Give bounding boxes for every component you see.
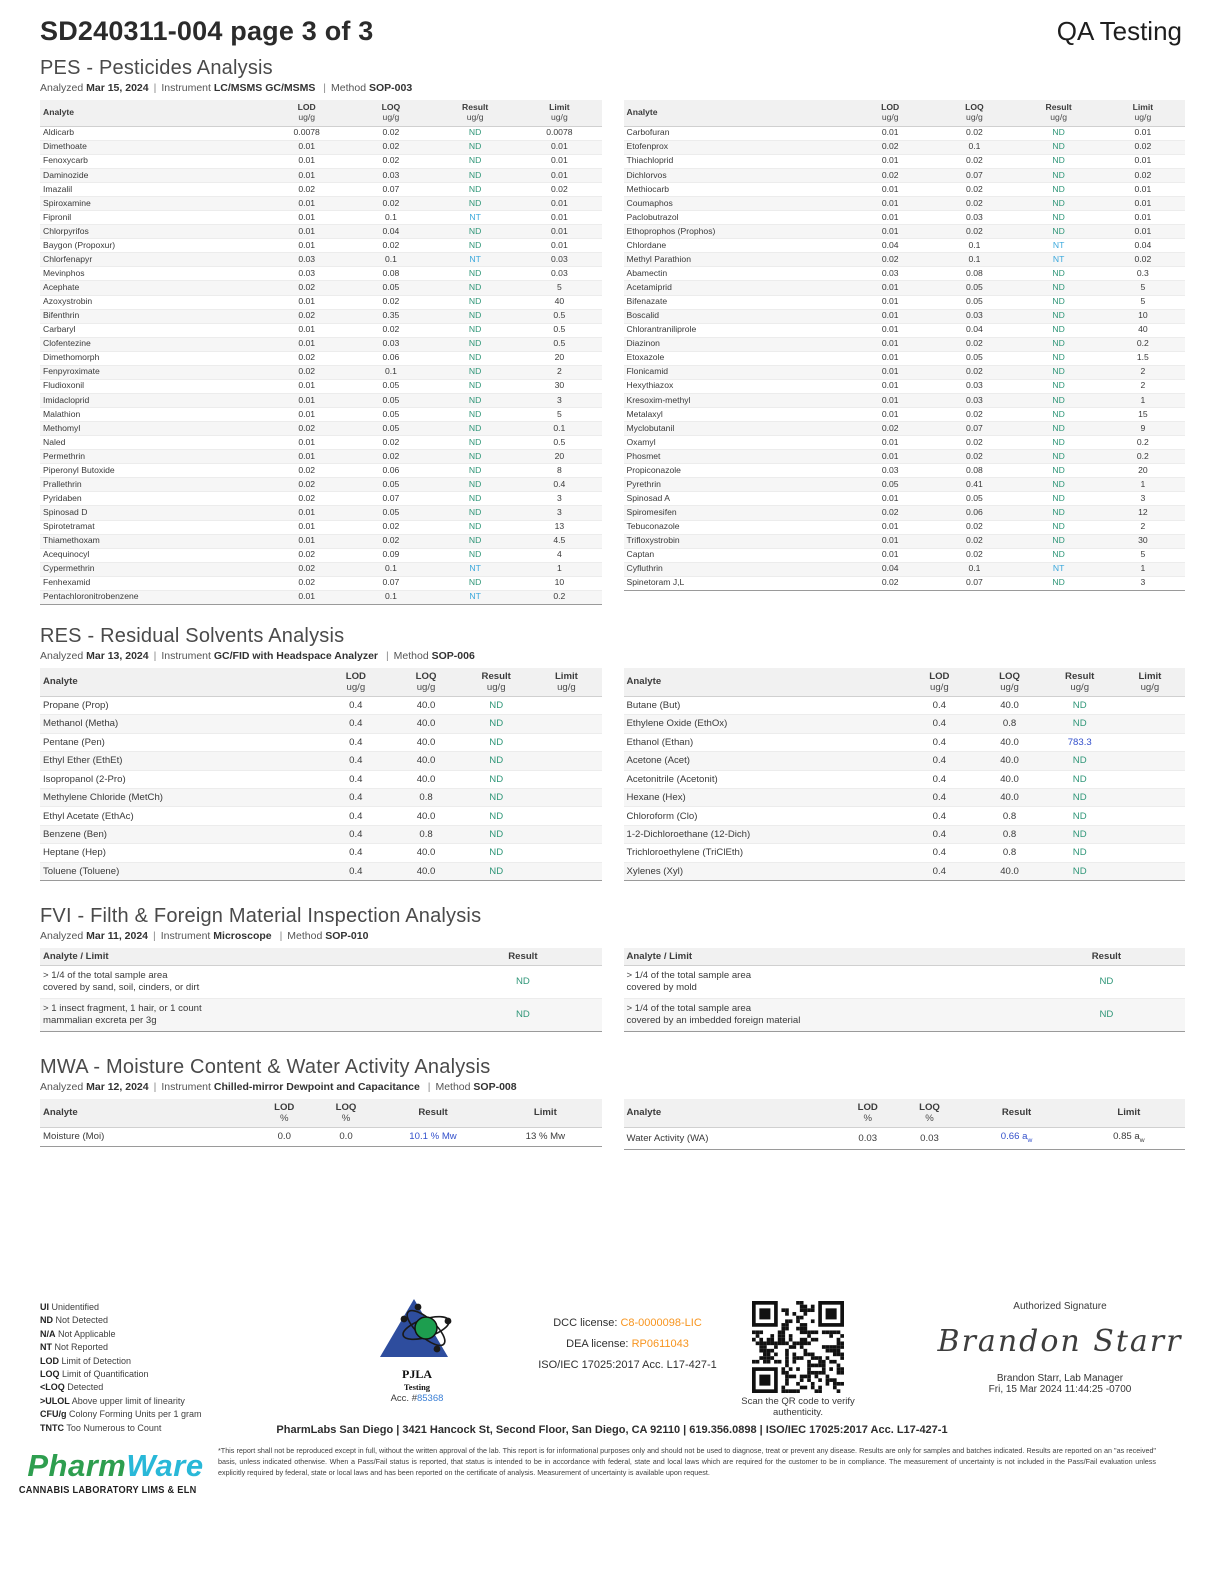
table-row: Propiconazole 0.03 0.08 ND 20 <box>624 464 1186 478</box>
table-row: Spiromesifen 0.02 0.06 ND 12 <box>624 506 1186 520</box>
column-header-analyte: Analyte <box>624 100 849 126</box>
table-row: Spirotetramat 0.01 0.02 ND 13 <box>40 520 602 534</box>
column-header-loq: LOQ ug/g <box>932 100 1016 126</box>
column-header-result: Result <box>377 1099 489 1128</box>
table-row: Bifenazate 0.01 0.05 ND 5 <box>624 295 1186 309</box>
table-row: Etoxazole 0.01 0.05 ND 1.5 <box>624 351 1186 365</box>
table-row: Xylenes (Xyl) 0.4 40.0 ND <box>624 862 1186 880</box>
column-header-result: Result <box>444 948 601 966</box>
table-row: Etofenprox 0.02 0.1 ND 0.02 <box>624 140 1186 154</box>
legend-item: LOQ Limit of Quantification <box>40 1369 149 1380</box>
column-header-limit: Limit <box>489 1099 601 1128</box>
column-header-result: Result ug/g <box>1045 668 1115 697</box>
table-row: Captan 0.01 0.02 ND 5 <box>624 548 1186 562</box>
table-row: Hexane (Hex) 0.4 40.0 ND <box>624 788 1186 806</box>
column-header-loq: LOQ ug/g <box>974 668 1044 697</box>
table-row: Ethyl Ether (EthEt) 0.4 40.0 ND <box>40 752 602 770</box>
table-row: 1-2-Dichloroethane (12-Dich) 0.4 0.8 ND <box>624 825 1186 843</box>
table-row: Ethyl Acetate (EthAc) 0.4 40.0 ND <box>40 807 602 825</box>
table-row: Bifenthrin 0.02 0.35 ND 0.5 <box>40 309 602 323</box>
column-header-loq: LOQ % <box>899 1099 961 1128</box>
table-row: Pyrethrin 0.05 0.41 ND 1 <box>624 478 1186 492</box>
column-header-limit: Limit <box>1073 1099 1185 1128</box>
table-row: Coumaphos 0.01 0.02 ND 0.01 <box>624 197 1186 211</box>
res-meta: Analyzed Mar 13, 2024 | Instrument GC/FID with Headspace Analyzer | Method SOP-006 <box>40 649 475 662</box>
table-row: Methiocarb 0.01 0.02 ND 0.01 <box>624 183 1186 197</box>
table-row: Acequinocyl 0.02 0.09 ND 4 <box>40 548 602 562</box>
table-row: Chlorfenapyr 0.03 0.1 NT 0.03 <box>40 253 602 267</box>
table-row: Chlorpyrifos 0.01 0.04 ND 0.01 <box>40 225 602 239</box>
table-row: Water Activity (WA) 0.03 0.03 0.66 $a_w$ 0.85 $a_w$ <box>624 1127 1186 1149</box>
table-row: Ethoprophos (Prophos) 0.01 0.02 ND 0.01 <box>624 225 1186 239</box>
table-row: Imidacloprid 0.01 0.05 ND 3 <box>40 393 602 407</box>
table-row: Aldicarb 0.0078 0.02 ND 0.0078 <box>40 126 602 140</box>
table-row: Benzene (Ben) 0.4 0.8 ND <box>40 825 602 843</box>
table-row: Methyl Parathion 0.02 0.1 NT 0.02 <box>624 253 1186 267</box>
table-row: Hexythiazox 0.01 0.03 ND 2 <box>624 379 1186 393</box>
table-row: Imazalil 0.02 0.07 ND 0.02 <box>40 183 602 197</box>
pes-meta: Analyzed Mar 15, 2024 | Instrument LC/MSMS GC/MSMS | Method SOP-003 <box>40 82 413 94</box>
column-header-loq: LOQ ug/g <box>349 100 433 126</box>
report-disclaimer: *This report shall not be reproduced except in full, without the written approval of the lab. This report is for informational purposes only and should not be used to diagnose, treat or prevent any disease. Results are only for samples and batches indicated. Results are reported on an "as received" basis, unless indicated otherwise. When a Pass/Fail status is reported, that status is intended to be in accordance with federal, state and local laws which are required for the customer to be in compliance. The measurement of uncertainty is not included in the Pass/Fail evaluation unless explicitly required by federal, state or local laws and has been reported on the certificate of analysis. Measurement of uncertainty is available upon request. <box>218 1446 1156 1477</box>
pes-table-left <box>40 100 602 605</box>
table-row: Flonicamid 0.01 0.02 ND 2 <box>624 365 1186 379</box>
table-row: Daminozide 0.01 0.03 ND 0.01 <box>40 168 602 182</box>
table-row: Acetonitrile (Acetonit) 0.4 40.0 ND <box>624 770 1186 788</box>
authorized-signature-label: Authorized Signature <box>1013 1301 1107 1312</box>
table-row: Isopropanol (2-Pro) 0.4 40.0 ND <box>40 770 602 788</box>
table-row: Butane (But) 0.4 40.0 ND <box>624 696 1186 714</box>
mwa-meta: Analyzed Mar 12, 2024 | Instrument Chilled-mirror Dewpoint and Capacitance | Method SOP-008 <box>40 1080 517 1093</box>
table-row: Acetone (Acet) 0.4 40.0 ND <box>624 752 1186 770</box>
mwa-section-title: MWA - Moisture Content & Water Activity Analysis <box>40 1055 491 1078</box>
page-header <box>0 0 1224 47</box>
table-row: Oxamyl 0.01 0.02 ND 0.2 <box>624 436 1186 450</box>
legend-item: ND Not Detected <box>40 1315 109 1326</box>
table-row: Acetamiprid 0.01 0.05 ND 5 <box>624 281 1186 295</box>
table-row: Dimethomorph 0.02 0.06 ND 20 <box>40 351 602 365</box>
table-row: Fipronil 0.01 0.1 NT 0.01 <box>40 211 602 225</box>
pjla-logo-icon <box>374 1295 460 1361</box>
signer-name: Brandon Starr, Lab Manager <box>996 1373 1124 1384</box>
column-header-lod: LOD ug/g <box>265 100 349 126</box>
column-header-analyte-limit: Analyte / Limit <box>40 948 444 966</box>
section-pesticides <box>40 57 1185 605</box>
table-row: Kresoxim-methyl 0.01 0.03 ND 1 <box>624 393 1186 407</box>
fvi-table-left <box>40 948 602 1032</box>
column-header-lod: LOD % <box>253 1099 315 1128</box>
pjla-accreditation-badge <box>362 1295 472 1404</box>
table-row: Abamectin 0.03 0.08 ND 0.3 <box>624 267 1186 281</box>
table-row: Tebuconazole 0.01 0.02 ND 2 <box>624 520 1186 534</box>
table-row: Ethanol (Ethan) 0.4 40.0 783.3 <box>624 733 1186 751</box>
column-header-result: Result ug/g <box>433 100 517 126</box>
table-row: Azoxystrobin 0.01 0.02 ND 40 <box>40 295 602 309</box>
table-row: Metalaxyl 0.01 0.02 ND 15 <box>624 408 1186 422</box>
table-row: Heptane (Hep) 0.4 40.0 ND <box>40 844 602 862</box>
legend-item: LOD Limit of Detection <box>40 1355 132 1366</box>
table-row: Chlorantraniliprole 0.01 0.04 ND 40 <box>624 323 1186 337</box>
pharmware-logo-word1: Pharm <box>27 1448 127 1483</box>
qr-code <box>752 1301 847 1393</box>
column-header-analyte-limit: Analyte / Limit <box>624 948 1028 966</box>
lab-address-line: PharmLabs San Diego | 3421 Hancock St, Second Floor, San Diego, CA 92110 | 619.356.0898 | ISO/IEC 17025:2017 Acc. L17-427-1 <box>276 1424 948 1436</box>
column-header-limit: Limit ug/g <box>531 668 601 697</box>
table-row: Boscalid 0.01 0.03 ND 10 <box>624 309 1186 323</box>
table-row: Acephate 0.02 0.05 ND 5 <box>40 281 602 295</box>
table-row: > 1/4 of the total sample area covered by an imbedded foreign material ND <box>624 998 1186 1031</box>
table-row: Moisture (Moi) 0.0 0.0 10.1 % Mw 13 % Mw <box>40 1127 602 1146</box>
legend-item: UI Unidentified <box>40 1302 100 1312</box>
table-row: Methanol (Metha) 0.4 40.0 ND <box>40 715 602 733</box>
table-row: Permethrin 0.01 0.02 ND 20 <box>40 450 602 464</box>
res-table-right <box>624 668 1186 881</box>
table-row: Chloroform (Clo) 0.4 0.8 ND <box>624 807 1186 825</box>
dcc-license: DCC license: C8-0000098-LIC <box>553 1317 702 1329</box>
signature-script: Brandon Starr <box>937 1324 1183 1359</box>
pes-table-right <box>624 100 1186 591</box>
table-row: Pentane (Pen) 0.4 40.0 ND <box>40 733 602 751</box>
qr-caption: Scan the QR code to verify authenticity. <box>741 1396 855 1418</box>
column-header-lod: LOD % <box>837 1099 899 1128</box>
pjla-accreditation-number: Acc. #85368 <box>390 1393 444 1404</box>
table-row: Methomyl 0.02 0.05 ND 0.1 <box>40 422 602 436</box>
table-row: Carbaryl 0.01 0.02 ND 0.5 <box>40 323 602 337</box>
column-header-analyte: Analyte <box>40 100 265 126</box>
table-row: Spinetoram J,L 0.02 0.07 ND 3 <box>624 576 1186 590</box>
column-header-limit: Limit ug/g <box>1101 100 1185 126</box>
dea-license: DEA license: RP0611043 <box>566 1338 689 1350</box>
column-header-limit: Limit ug/g <box>1115 668 1185 697</box>
table-row: Spiroxamine 0.01 0.02 ND 0.01 <box>40 197 602 211</box>
legend-item: CFU/g Colony Forming Units per 1 gram <box>40 1409 202 1420</box>
mwa-table-left <box>40 1099 602 1147</box>
table-row: Phosmet 0.01 0.02 ND 0.2 <box>624 450 1186 464</box>
table-row: Thiachloprid 0.01 0.02 ND 0.01 <box>624 154 1186 168</box>
abbreviation-legend <box>40 1301 202 1435</box>
table-row: Propane (Prop) 0.4 40.0 ND <box>40 696 602 714</box>
column-header-result: Result ug/g <box>1017 100 1101 126</box>
iso-accreditation: ISO/IEC 17025:2017 Acc. L17-427-1 <box>538 1359 717 1371</box>
table-row: Naled 0.01 0.02 ND 0.5 <box>40 436 602 450</box>
table-row: Piperonyl Butoxide 0.02 0.06 ND 8 <box>40 464 602 478</box>
table-row: Methylene Chloride (MetCh) 0.4 0.8 ND <box>40 788 602 806</box>
table-row: Ethylene Oxide (EthOx) 0.4 0.8 ND <box>624 715 1186 733</box>
legend-item: >ULOL Above upper limit of linearity <box>40 1395 185 1406</box>
signature-block <box>935 1301 1185 1395</box>
pjla-sub-label: Testing <box>403 1382 431 1392</box>
legend-item: NT Not Reported <box>40 1342 109 1353</box>
table-row: Pyridaben 0.02 0.07 ND 3 <box>40 492 602 506</box>
table-row: Fenpyroximate 0.02 0.1 ND 2 <box>40 365 602 379</box>
table-row: > 1/4 of the total sample area covered by mold ND <box>624 965 1186 998</box>
column-header-result: Result <box>1028 948 1185 966</box>
column-header-loq: LOQ ug/g <box>391 668 461 697</box>
table-row: Mevinphos 0.03 0.08 ND 0.03 <box>40 267 602 281</box>
license-block <box>520 1317 735 1380</box>
column-header-result: Result ug/g <box>461 668 531 697</box>
fvi-section-title: FVI - Filth & Foreign Material Inspection Analysis <box>40 904 482 927</box>
pharmware-tagline: CANNABIS LABORATORY LIMS & ELN <box>18 1485 197 1496</box>
section-moisture-water-activity <box>40 1056 1185 1150</box>
table-row: Trifloxystrobin 0.01 0.02 ND 30 <box>624 534 1186 548</box>
table-row: Dimethoate 0.01 0.02 ND 0.01 <box>40 140 602 154</box>
section-residual-solvents <box>40 625 1185 881</box>
qr-code-icon <box>752 1301 844 1393</box>
column-header-lod: LOD ug/g <box>321 668 391 697</box>
table-row: Diazinon 0.01 0.02 ND 0.2 <box>624 337 1186 351</box>
legend-item: <LOQ Detected <box>40 1382 104 1393</box>
qa-testing-label: QA Testing <box>1056 16 1182 46</box>
column-header-analyte: Analyte <box>40 668 321 697</box>
pes-section-title: PES - Pesticides Analysis <box>40 57 273 79</box>
table-row: Malathion 0.01 0.05 ND 5 <box>40 408 602 422</box>
table-row: Spinosad A 0.01 0.05 ND 3 <box>624 492 1186 506</box>
table-row: Myclobutanil 0.02 0.07 ND 9 <box>624 422 1186 436</box>
pharmware-logo <box>18 1448 213 1496</box>
mwa-table-right <box>624 1099 1186 1150</box>
table-row: Trichloroethylene (TriClEth) 0.4 0.8 ND <box>624 844 1186 862</box>
table-row: Cyfluthrin 0.04 0.1 NT 1 <box>624 562 1186 576</box>
table-row: Fludioxonil 0.01 0.05 ND 30 <box>40 379 602 393</box>
column-header-lod: LOD ug/g <box>848 100 932 126</box>
table-row: Prallethrin 0.02 0.05 ND 0.4 <box>40 478 602 492</box>
table-row: Thiamethoxam 0.01 0.02 ND 4.5 <box>40 534 602 548</box>
table-row: > 1/4 of the total sample area covered by sand, soil, cinders, or dirt ND <box>40 965 602 998</box>
fvi-table-right <box>624 948 1186 1032</box>
res-section-title: RES - Residual Solvents Analysis <box>40 624 345 647</box>
column-header-lod: LOD ug/g <box>904 668 974 697</box>
table-row: Spinosad D 0.01 0.05 ND 3 <box>40 506 602 520</box>
document-title: SD240311-004 page 3 of 3 <box>40 16 374 46</box>
signature-datetime: Fri, 15 Mar 2024 11:44:25 -0700 <box>988 1384 1132 1395</box>
table-row: Fenoxycarb 0.01 0.02 ND 0.01 <box>40 154 602 168</box>
table-row: Baygon (Propoxur) 0.01 0.02 ND 0.01 <box>40 239 602 253</box>
table-row: Carbofuran 0.01 0.02 ND 0.01 <box>624 126 1186 140</box>
table-row: Dichlorvos 0.02 0.07 ND 0.02 <box>624 168 1186 182</box>
column-header-result: Result <box>960 1099 1072 1128</box>
fvi-meta: Analyzed Mar 11, 2024 | Instrument Microscope | Method SOP-010 <box>40 929 369 942</box>
section-filth-inspection <box>40 905 1185 1032</box>
column-header-limit: Limit ug/g <box>517 100 601 126</box>
pharmware-logo-word2: Ware <box>126 1448 204 1483</box>
column-header-analyte: Analyte <box>40 1099 253 1128</box>
table-row: Cypermethrin 0.02 0.1 NT 1 <box>40 562 602 576</box>
legend-item: TNTC Too Numerous to Count <box>40 1422 162 1433</box>
table-row: > 1 insect fragment, 1 hair, or 1 count mammalian excreta per 3g ND <box>40 998 602 1031</box>
res-table-left <box>40 668 602 881</box>
legend-item: N/A Not Applicable <box>40 1328 116 1339</box>
table-row: Paclobutrazol 0.01 0.03 ND 0.01 <box>624 211 1186 225</box>
table-row: Fenhexamid 0.02 0.07 ND 10 <box>40 576 602 590</box>
pjla-name: PJLA <box>402 1367 432 1381</box>
table-row: Toluene (Toluene) 0.4 40.0 ND <box>40 862 602 880</box>
table-row: Chlordane 0.04 0.1 NT 0.04 <box>624 239 1186 253</box>
column-header-loq: LOQ % <box>315 1099 377 1128</box>
table-row: Pentachloronitrobenzene 0.01 0.1 NT 0.2 <box>40 590 602 604</box>
column-header-analyte: Analyte <box>624 1099 837 1128</box>
table-row: Clofentezine 0.01 0.03 ND 0.5 <box>40 337 602 351</box>
column-header-analyte: Analyte <box>624 668 905 697</box>
